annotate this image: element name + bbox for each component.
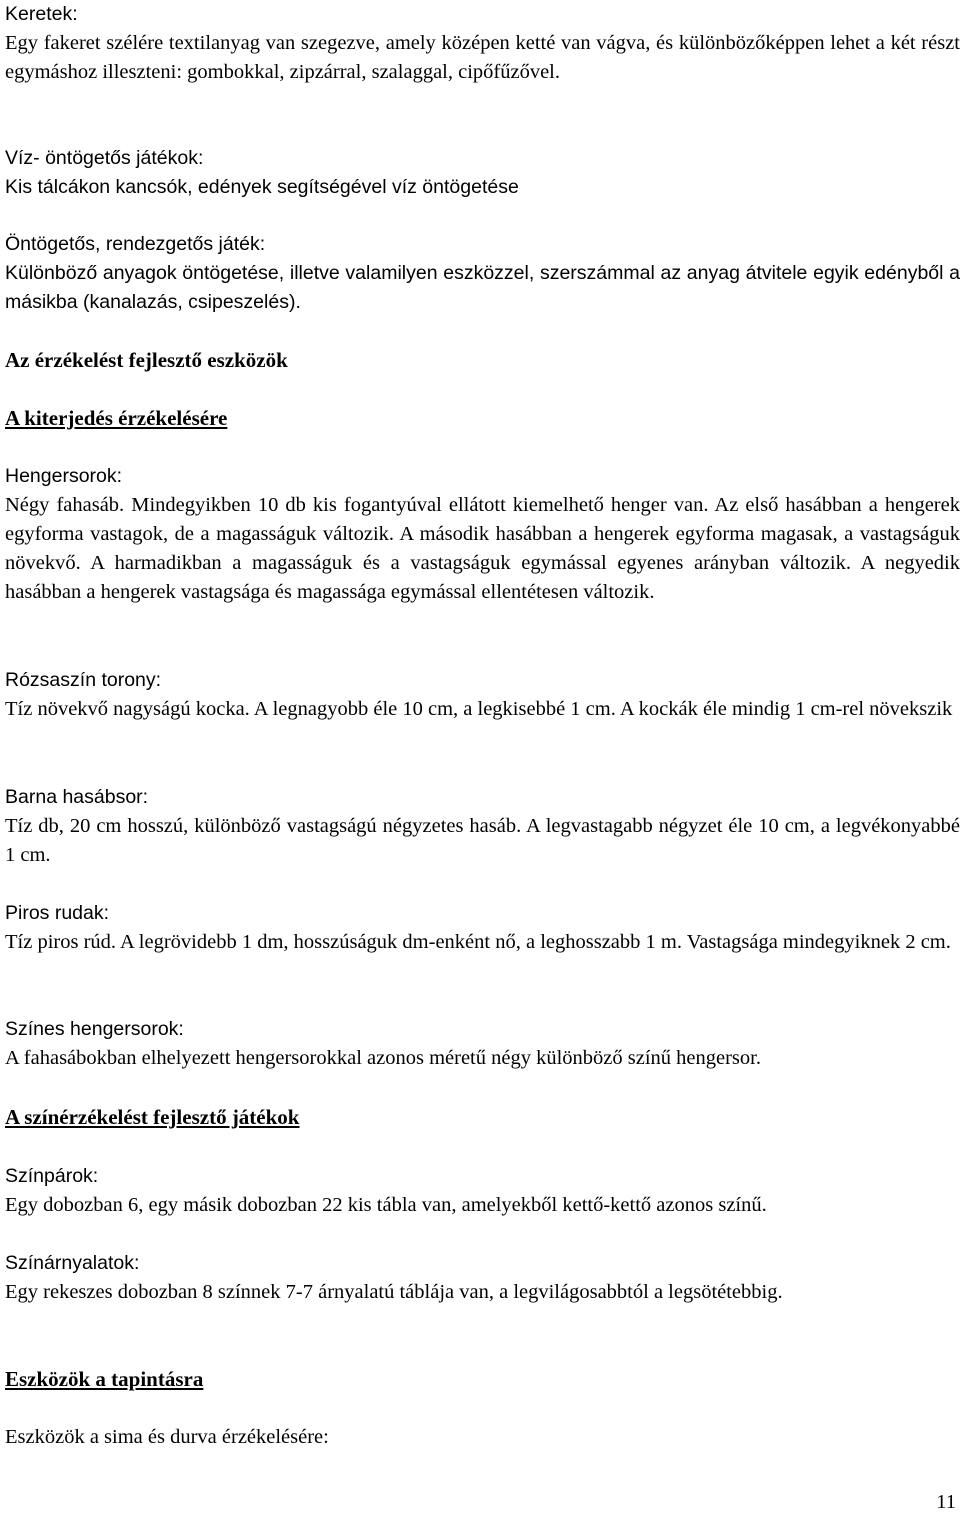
page-number: 11 (936, 1491, 956, 1513)
section-barna (5, 783, 960, 870)
section-label: Víz- öntögetős játékok: (5, 147, 204, 169)
heading-erzekeles: Az érzékelést fejlesztő eszközök (5, 348, 288, 372)
section-label: Színpárok: (5, 1165, 99, 1187)
heading-szinerzekeles: A színérzékelést fejlesztő játékok (5, 1105, 300, 1129)
section-text: Tíz db, 20 cm hosszú, különböző vastagságú négyzetes hasáb. A legvastagabb négyzet éle 10 cm, a legvékonyabbé 1 cm. (5, 815, 960, 866)
section-text: Négy fahasáb. Mindegyikben 10 db kis fogantyúval ellátott kiemelhető henger van. Az első hasábban a hengerek egyforma vastagok, de a magasságuk változik. A második hasábban a hengerek egyforma magasak, a vastagságuk növekvő. A harmadikban a magasságuk és a vastagságuk egymással egyenes arányban változik. A negyedik hasábban a hengerek vastagsága és magassága egymással ellentétesen változik. (5, 494, 960, 603)
section-text: Egy dobozban 6, egy másik dobozban 22 kis tábla van, amelyekből kettő-kettő azonos színű. (5, 1194, 767, 1216)
section-text: Tíz növekvő nagyságú kocka. A legnagyobb éle 10 cm, a legkisebbé 1 cm. A kockák éle mindig 1 cm-rel növekszik (5, 698, 953, 720)
section-piros (5, 899, 960, 957)
section-text: Tíz piros rúd. A legrövidebb 1 dm, hosszúságuk dm-enként nő, a leghosszabb 1 m. Vastagsága mindegyiknek 2 cm. (5, 931, 951, 953)
section-label: Barna hasábsor: (5, 786, 149, 808)
section-text: Különböző anyagok öntögetése, illetve valamilyen eszközzel, szerszámmal az anyag átvitele egyik edényből a másikba (kanalazás, csipeszelés). (5, 262, 960, 313)
heading-tapintas: Eszközök a tapintásra (5, 1367, 204, 1391)
section-label: Rózsaszín torony: (5, 669, 162, 691)
section-label: Keretek: (5, 3, 78, 25)
section-sima-durva (5, 1423, 960, 1452)
section-viz (5, 144, 960, 202)
section-text: Egy fakeret szélére textilanyag van szegezve, amely középen ketté van vágva, és különbözőképpen lehet a két részt egymáshoz illeszteni: gombokkal, zipzárral, szalaggal, cipőfűzővel. (5, 32, 960, 83)
section-text: A fahasábokban elhelyezett hengersorokkal azonos méretű négy különböző színű hengersor. (5, 1047, 761, 1069)
section-label: Hengersorok: (5, 465, 123, 487)
section-text: Kis tálcákon kancsók, edények segítségével víz öntögetése (5, 176, 519, 198)
section-label: Piros rudak: (5, 902, 110, 924)
heading-kiterjedes: A kiterjedés érzékelésére (5, 406, 228, 430)
section-label: Öntögetős, rendezgetős játék: (5, 233, 266, 255)
section-label: Színárnyalatok: (5, 1252, 140, 1274)
section-szinparok (5, 1162, 960, 1220)
section-szinarnyalatok (5, 1249, 960, 1307)
section-hengersorok (5, 462, 960, 607)
section-ontogetos (5, 230, 960, 317)
section-keretek (5, 0, 960, 87)
section-label: Színes hengersorok: (5, 1018, 184, 1040)
section-rozsaszin (5, 666, 960, 724)
section-text: Egy rekeszes dobozban 8 színnek 7-7 árnyalatú táblája van, a legvilágosabbtól a legsötétebbig. (5, 1281, 783, 1303)
section-text: Eszközök a sima és durva érzékelésére: (5, 1426, 329, 1448)
section-szines (5, 1015, 960, 1073)
